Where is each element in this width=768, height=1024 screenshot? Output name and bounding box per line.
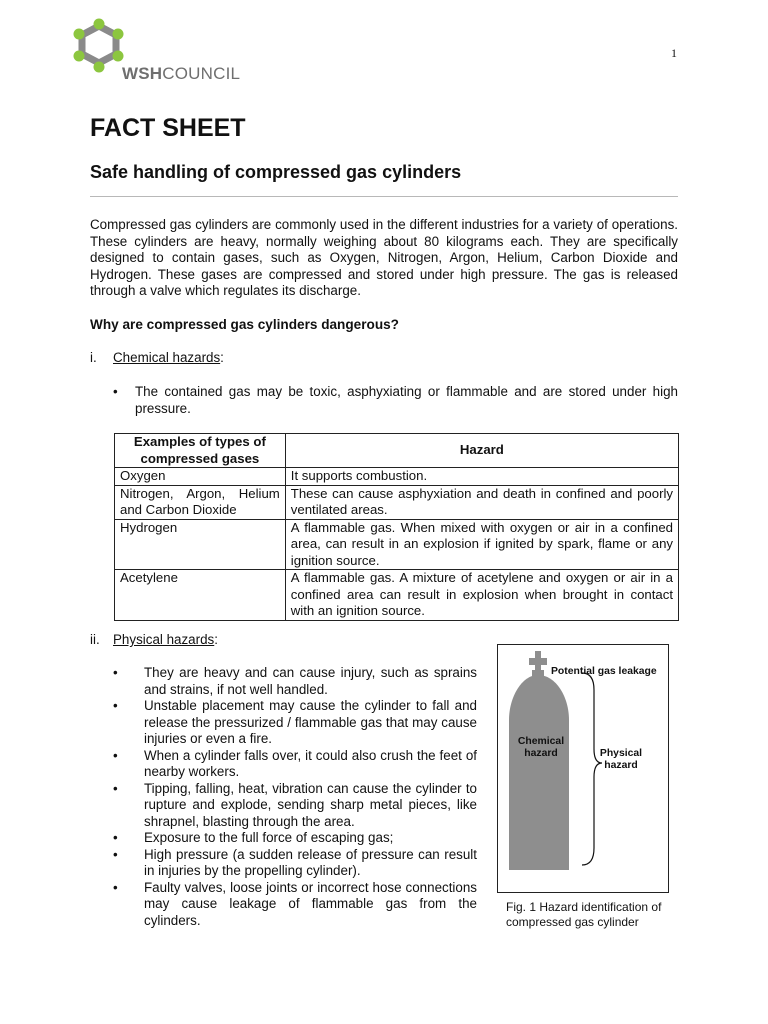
section-label: Chemical hazards: [113, 350, 221, 365]
bullet-icon: •: [113, 780, 118, 796]
cylinder-figure: [497, 644, 669, 893]
list-item: [113, 748, 477, 781]
section-label: Physical hazards: [113, 632, 215, 647]
list-item-text: When a cylinder falls over, it could also crush the feet of nearby workers.: [144, 747, 477, 779]
logo-wordmark-bold: WSH: [122, 64, 163, 83]
chemical-hazard-bullet: [113, 384, 678, 417]
table-cell-gas: Hydrogen: [115, 519, 286, 570]
table-cell-hazard: A flammable gas. When mixed with oxygen or air in a confined area, can result in an explosion if ignited by spark, flame or any ignition source.: [285, 519, 678, 570]
list-item-text: They are heavy and can cause injury, such as sprains and strains, if not well handled.: [144, 665, 477, 697]
page-subtitle: Safe handling of compressed gas cylinders: [90, 162, 462, 182]
section-number: ii.: [90, 632, 100, 647]
list-item: [113, 880, 477, 930]
bullet-icon: •: [113, 879, 118, 895]
figure-label-chemical-line1: Chemical: [517, 736, 565, 747]
logo-wordmark-rest: COUNCIL: [162, 64, 241, 83]
page-number: 1: [671, 46, 677, 60]
list-item: [113, 830, 477, 847]
table-row: [115, 570, 679, 621]
figure-label-leakage: Potential gas leakage: [551, 666, 657, 677]
table-row: [115, 485, 679, 519]
table-cell-gas: Oxygen: [115, 468, 286, 486]
section-physical-hazards: [90, 632, 218, 647]
list-item-text: High pressure (a sudden release of pressure can result in injuries by the propelling cylinder).: [144, 846, 477, 878]
bullet-icon: •: [113, 384, 118, 399]
section-number: i.: [90, 350, 97, 365]
section-label-colon: :: [214, 632, 218, 647]
physical-hazard-list: [113, 665, 477, 929]
figure-label-physical-line1: Physical: [599, 748, 643, 759]
gas-hazard-table: [114, 433, 679, 621]
list-item-text: Unstable placement may cause the cylinder to fall and release the pressurized / flammable gas that may cause injuries or even a fire.: [144, 698, 477, 746]
bullet-icon: •: [113, 698, 118, 713]
figure-caption: Fig. 1 Hazard identification of compressed gas cylinder: [506, 900, 662, 929]
table-header-row: [115, 434, 679, 468]
table-cell-hazard: These can cause asphyxiation and death in confined and poorly ventilated areas.: [285, 485, 678, 519]
page-title: FACT SHEET: [90, 114, 246, 142]
list-item-text: Exposure to the full force of escaping gas;: [144, 830, 394, 845]
bullet-icon: •: [113, 830, 118, 845]
list-item: [113, 698, 477, 748]
list-item: [113, 847, 477, 880]
table-cell-hazard: It supports combustion.: [285, 468, 678, 486]
question-heading: Why are compressed gas cylinders dangerous?: [90, 317, 399, 332]
list-item-text: Tipping, falling, heat, vibration can cause the cylinder to rupture and explode, sending sharp metal pieces, like shrapnel, blasting through the area.: [144, 780, 477, 829]
list-item-text: Faulty valves, loose joints or incorrect hose connections may cause leakage of flammable gas from the cylinders.: [144, 879, 477, 928]
table-row: [115, 468, 679, 486]
figure-label-chemical-line2: hazard: [524, 748, 558, 759]
bullet-icon: •: [113, 665, 118, 680]
table-cell-gas: Nitrogen, Argon, Helium and Carbon Dioxide: [115, 485, 286, 519]
table-header-hazard: Hazard: [285, 434, 678, 468]
bullet-icon: •: [113, 846, 118, 862]
section-label-colon: :: [220, 350, 224, 365]
table-header-gas: Examples of types of compressed gases: [115, 434, 286, 468]
title-divider: [90, 196, 678, 197]
list-item: [113, 781, 477, 831]
table-cell-gas: Acetylene: [115, 570, 286, 621]
list-item: [113, 665, 477, 698]
table-cell-hazard: A flammable gas. A mixture of acetylene and oxygen or air in a confined area can result in explosion when brought in contact with an ignition source.: [285, 570, 678, 621]
section-chemical-hazards: [90, 350, 224, 365]
figure-label-physical-line2: hazard: [604, 760, 638, 771]
intro-paragraph: Compressed gas cylinders are commonly used in the different industries for a variety of operations. These cylinders are heavy, normally weighing about 80 kilograms each. They are specifically designed to contain gases, such as Oxygen, Nitrogen, Argon, Helium, Carbon Dioxide and Hydrogen. These gases are compressed and stored under high pressure. The gas is released through a valve which regulates its discharge.: [90, 217, 678, 298]
bullet-icon: •: [113, 747, 118, 763]
bullet-text: The contained gas may be toxic, asphyxiating or flammable and are stored under high pressure.: [135, 384, 678, 416]
table-row: [115, 519, 679, 570]
logo-wordmark: [122, 64, 240, 84]
